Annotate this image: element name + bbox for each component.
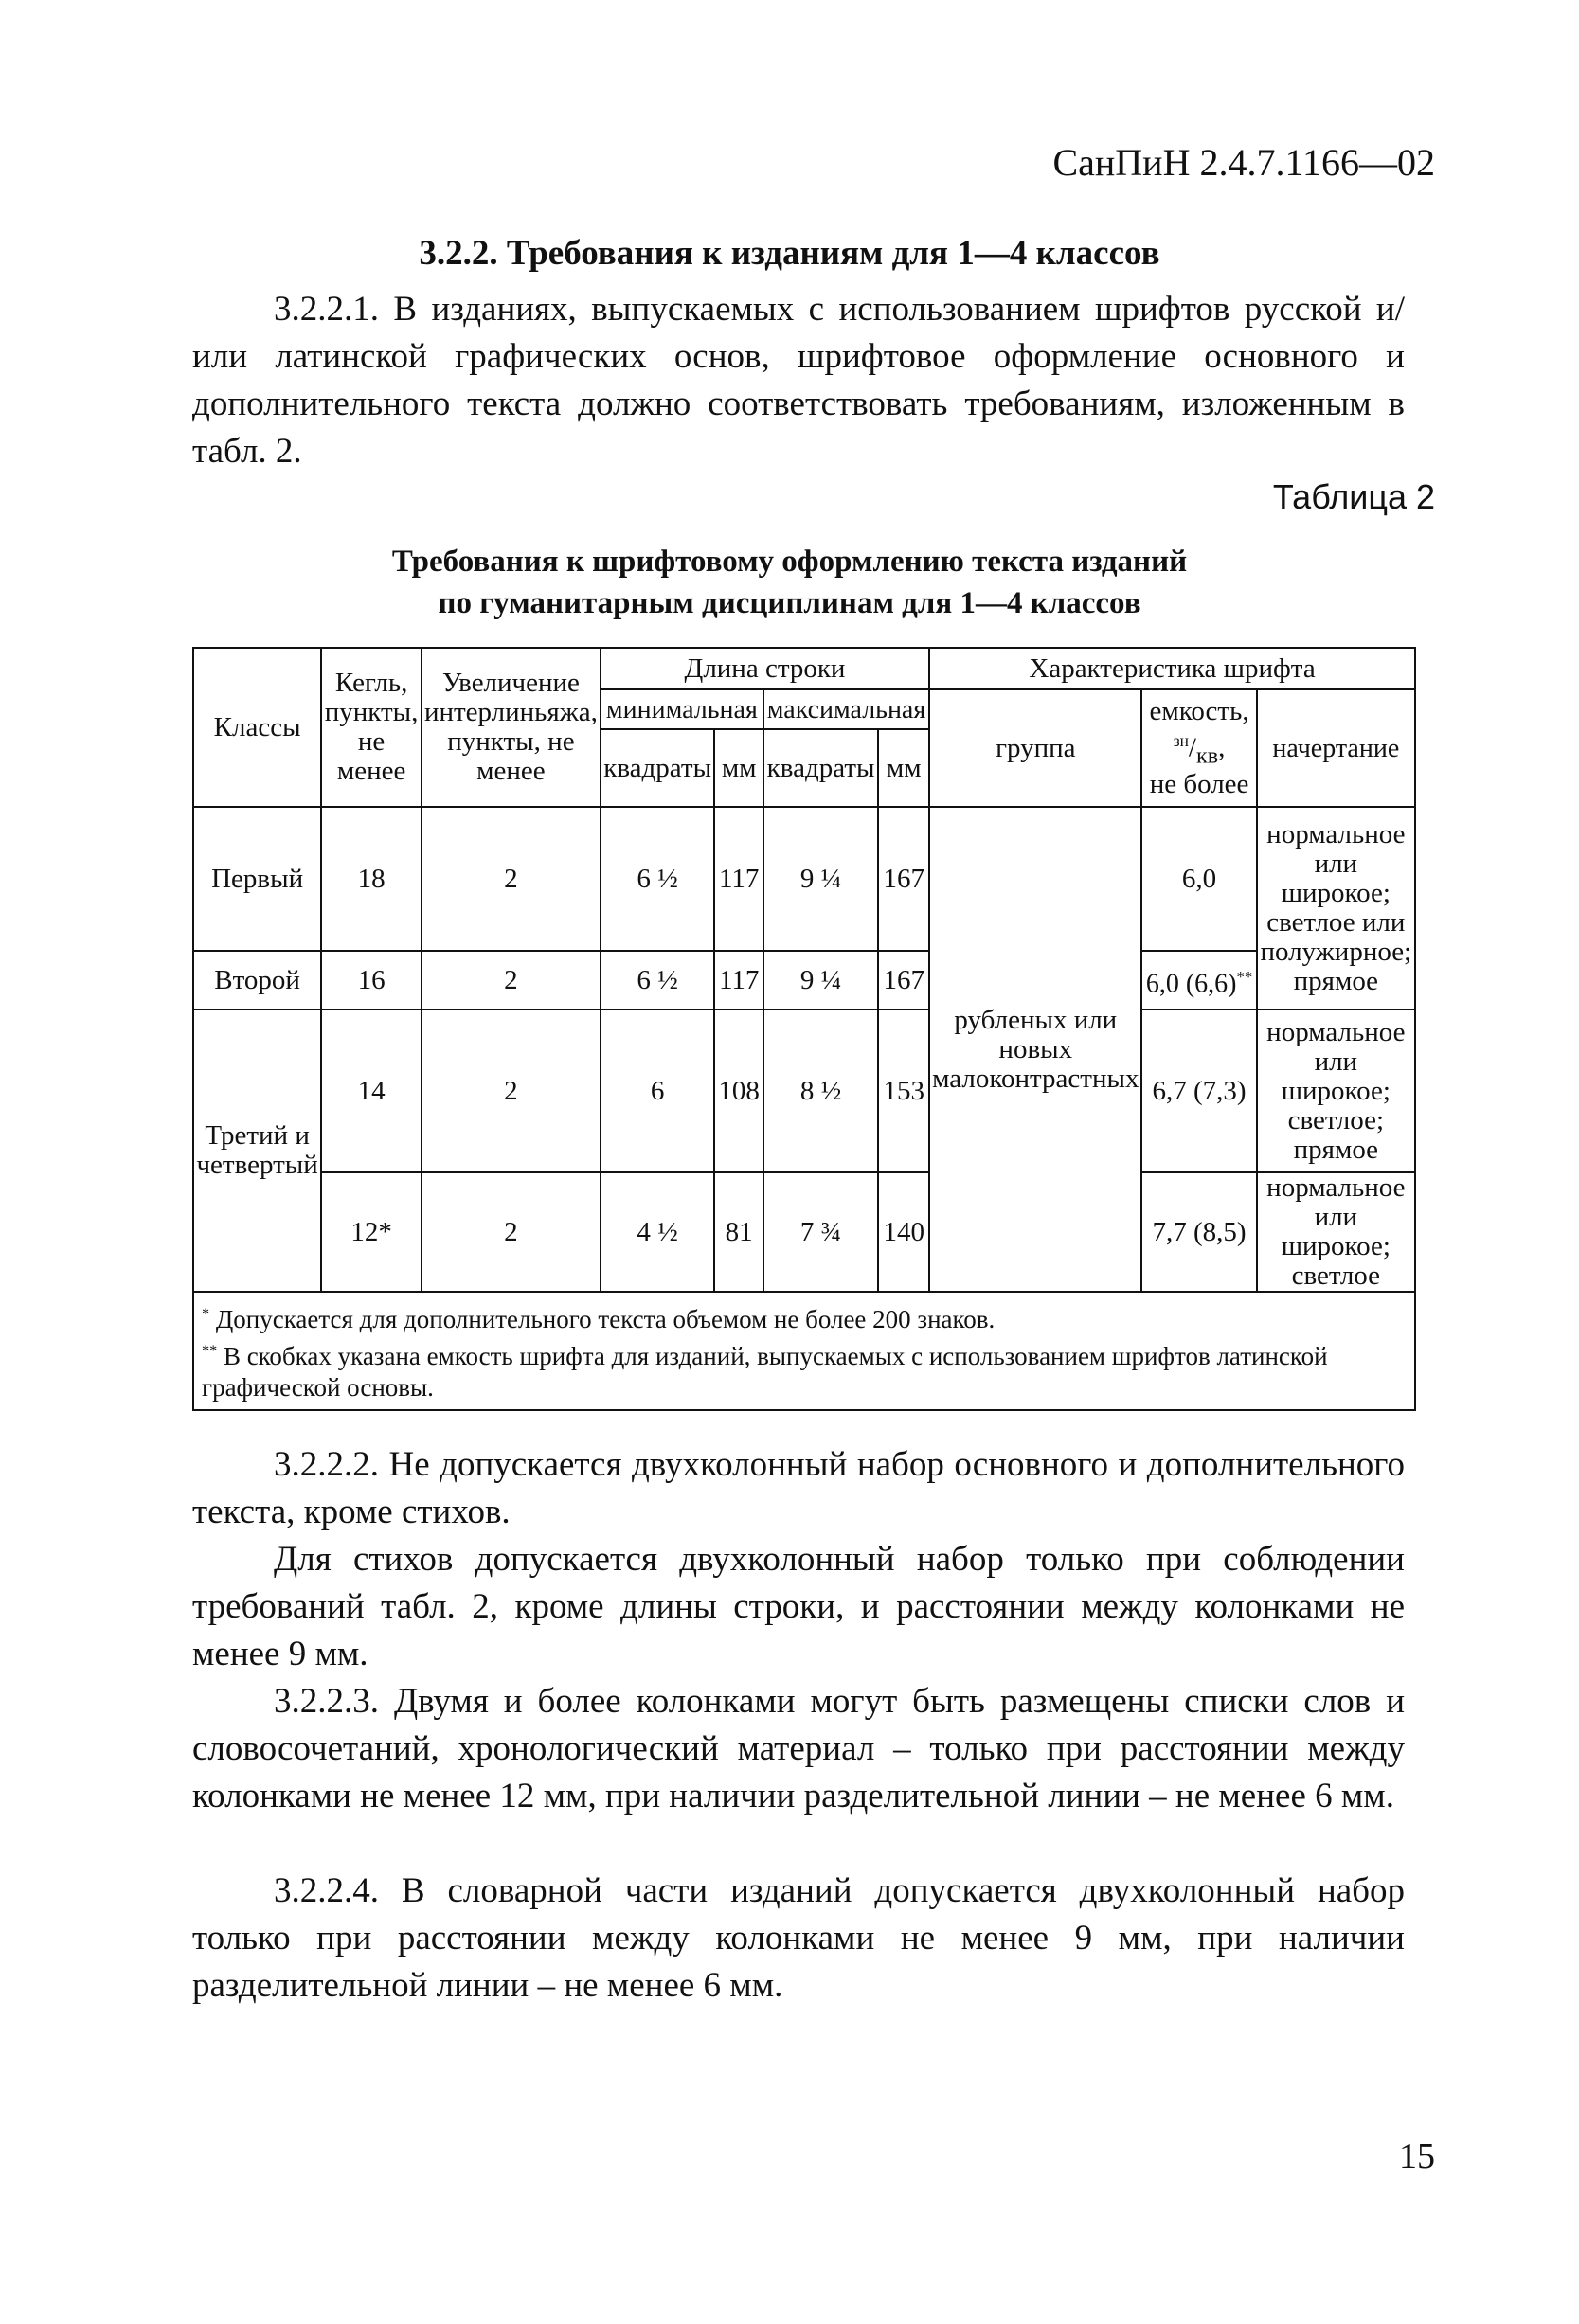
cell-max-mm: 167 (878, 951, 929, 1010)
cell-interline: 2 (422, 807, 601, 951)
cell-capacity: 6,0 (1141, 807, 1256, 951)
cell-capacity: 6,0 (6,6)** (1141, 951, 1256, 1010)
table-row (193, 1172, 1415, 1292)
cell-style-row4: нормальное или широкое; светлое (1257, 1172, 1415, 1292)
cell-max-squares: 7 ¾ (763, 1172, 878, 1292)
header-line-length: Длина строки (601, 648, 929, 689)
cell-class: Первый (193, 807, 321, 951)
paragraph-3-2-2-2: 3.2.2.2. Не допускается двухколонный набор основного и дополнительного текста, кроме стихов. (192, 1445, 1405, 1531)
cell-style-rows12: нормальное или широкое; светлое или полужирное; прямое (1257, 807, 1415, 1010)
cell-max-squares: 8 ½ (763, 1010, 878, 1172)
footnote-2: ** В скобках указана емкость шрифта для изданий, выпускаемых с использованием шрифтов латинской графической основы. (202, 1342, 1328, 1402)
cell-max-mm: 167 (878, 807, 929, 951)
cell-kegl: 12* (321, 1172, 422, 1292)
cell-interline: 2 (422, 1010, 601, 1172)
document-code-header: СанПиН 2.4.7.1166—02 (1052, 141, 1435, 184)
cell-interline: 2 (422, 1172, 601, 1292)
cell-min-mm: 108 (714, 1010, 763, 1172)
cell-min-mm: 117 (714, 951, 763, 1010)
header-group: группа (929, 689, 1141, 807)
header-interline: Увеличение интерлиньяжа, пункты, не менее (422, 648, 601, 807)
header-max: максимальная (763, 689, 929, 729)
table-footnotes (193, 1292, 1415, 1410)
cell-style-row3: нормальное или широкое; светлое; прямое (1257, 1010, 1415, 1172)
table-caption-line2: по гуманитарным дисциплинам для 1—4 классов (438, 586, 1141, 620)
table-label: Таблица 2 (1272, 477, 1435, 516)
cell-max-squares: 9 ¼ (763, 807, 878, 951)
header-max-mm: мм (878, 729, 929, 807)
cell-min-squares: 6 ½ (601, 951, 715, 1010)
header-max-squares: квадраты (763, 729, 878, 807)
cell-class: Второй (193, 951, 321, 1010)
header-min-mm: мм (714, 729, 763, 807)
header-capacity: емкость, $^{зн}/_{кв}$, не более (1141, 689, 1256, 807)
header-style: начертание (1257, 689, 1415, 807)
cell-kegl: 14 (321, 1010, 422, 1172)
cell-capacity: 6,7 (7,3) (1141, 1010, 1256, 1172)
section-title: 3.2.2. Требования к изданиям для 1—4 классов (419, 234, 1160, 273)
cell-capacity: 7,7 (8,5) (1141, 1172, 1256, 1292)
table-row (193, 1010, 1415, 1172)
font-requirements-table (192, 647, 1416, 1411)
cell-max-mm: 153 (878, 1010, 929, 1172)
header-font-characteristics: Характеристика шрифта (929, 648, 1415, 689)
header-min-squares: квадраты (601, 729, 715, 807)
cell-min-squares: 6 ½ (601, 807, 715, 951)
cell-max-squares: 9 ¼ (763, 951, 878, 1010)
table-row (193, 951, 1415, 1010)
paragraph-verses: Для стихов допускается двухколонный набор только при соблюдении требований табл. 2, кроме длины строки, и расстоянии между колонками не менее 9 мм. (192, 1540, 1405, 1673)
cell-kegl: 16 (321, 951, 422, 1010)
cell-min-squares: 4 ½ (601, 1172, 715, 1292)
paragraph-3-2-2-1: 3.2.2.1. В изданиях, выпускаемых с использованием шрифтов русской и/или латинской графических основ, шрифтовое оформление основного и дополнительного текста должно соответствовать требованиям, изложенным в табл. 2. (192, 290, 1405, 471)
cell-min-mm: 117 (714, 807, 763, 951)
cell-max-mm: 140 (878, 1172, 929, 1292)
page-number: 15 (1399, 2136, 1435, 2176)
header-min: минимальная (601, 689, 763, 729)
table-row (193, 807, 1415, 951)
header-kegl: Кегль, пункты, не менее (321, 648, 422, 807)
paragraph-3-2-2-4: 3.2.2.4. В словарной части изданий допускается двухколонный набор только при расстоянии между колонками не менее 9 мм, при наличии разделительной линии – не менее 6 мм. (192, 1871, 1405, 2005)
cell-kegl: 18 (321, 807, 422, 951)
cell-interline: 2 (422, 951, 601, 1010)
table-footnotes-row (193, 1292, 1415, 1410)
cell-class: Третий и четвертый (193, 1010, 321, 1292)
header-classes: Классы (193, 648, 321, 807)
cell-min-squares: 6 (601, 1010, 715, 1172)
table-caption-line1: Требования к шрифтовому оформлению текста изданий (391, 545, 1188, 579)
footnote-1: * Допускается для дополнительного текста объемом не более 200 знаков. (202, 1305, 996, 1333)
cell-min-mm: 81 (714, 1172, 763, 1292)
paragraph-3-2-2-3: 3.2.2.3. Двумя и более колонками могут быть размещены списки слов и словосочетаний, хронологический материал – только при расстоянии между колонками не менее 12 мм, при наличии разделительной линии – не менее 6 мм. (192, 1682, 1405, 1815)
cell-group: рубленых или новых малоконтрастных (929, 807, 1141, 1292)
